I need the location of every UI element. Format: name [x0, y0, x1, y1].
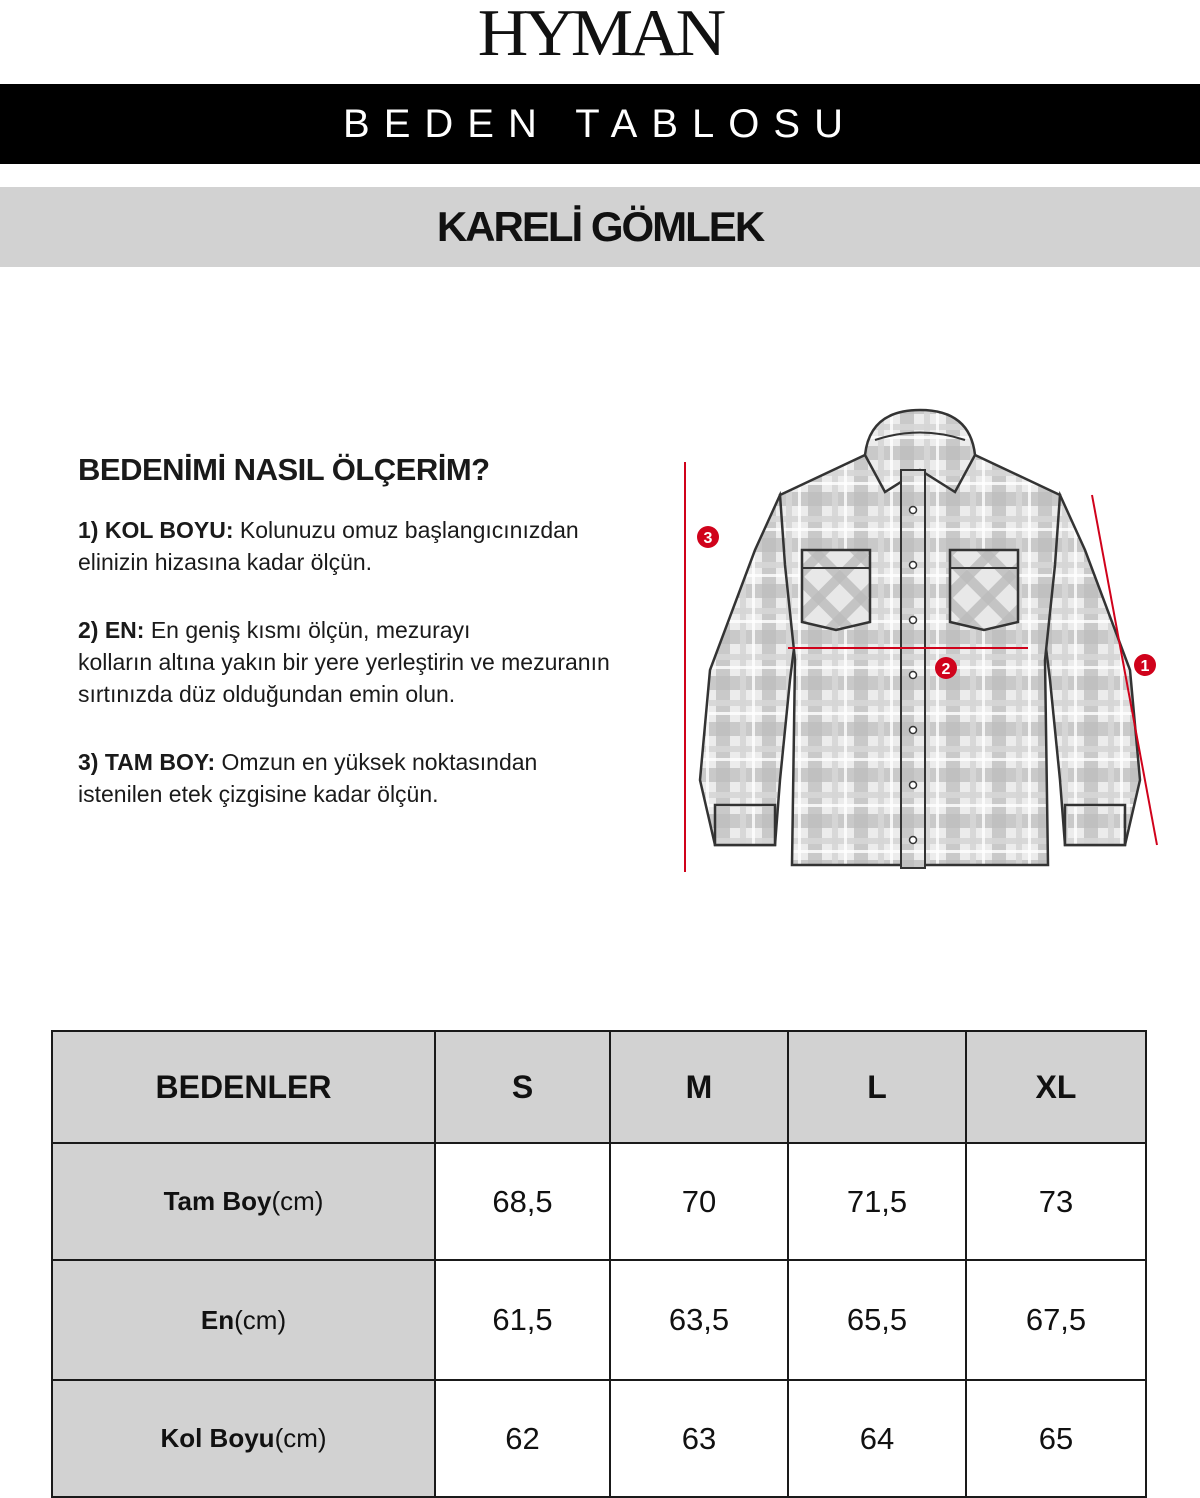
- shirt-illustration: [670, 400, 1170, 890]
- table-row: [52, 1380, 1146, 1497]
- instruction-width: [78, 614, 678, 710]
- product-band: [0, 187, 1200, 267]
- table-row: [52, 1143, 1146, 1260]
- size-table: [51, 1030, 1147, 1498]
- instruction-text: elinizin hizasına kadar ölçün.: [78, 549, 373, 575]
- instruction-text: sırtınızda düz olduğundan emin olun.: [78, 681, 456, 707]
- table-cell: 64: [788, 1380, 966, 1497]
- row-label: Tam Boy(cm): [52, 1143, 435, 1260]
- howto-title: BEDENİMİ NASIL ÖLÇERİM?: [78, 452, 490, 487]
- table-header-cell: M: [610, 1031, 788, 1143]
- instruction-text: istenilen etek çizgisine kadar ölçün.: [78, 781, 439, 807]
- table-cell: 63: [610, 1380, 788, 1497]
- marker-1-label: 1: [1140, 658, 1150, 675]
- marker-3: [697, 526, 719, 548]
- right-pocket: [950, 550, 1018, 630]
- instruction-text: Omzun en yüksek noktasından: [215, 749, 538, 775]
- table-cell: 73: [966, 1143, 1146, 1260]
- marker-1: [1134, 654, 1156, 676]
- instruction-label: 3) TAM BOY:: [78, 749, 216, 775]
- header-title: BEDEN TABLOSU: [343, 101, 857, 146]
- table-header-cell: L: [788, 1031, 966, 1143]
- table-header-cell: S: [435, 1031, 610, 1143]
- instruction-text: En geniş kısmı ölçün, mezurayı: [144, 617, 471, 643]
- shirt-diagram: [670, 400, 1170, 890]
- instruction-length: [78, 746, 658, 810]
- table-header-cell: XL: [966, 1031, 1146, 1143]
- table-cell: 65: [966, 1380, 1146, 1497]
- right-cuff: [1065, 805, 1125, 845]
- instruction-text: kolların altına yakın bir yere yerleştirin ve mezuranın: [78, 649, 610, 675]
- instruction-label: 1) KOL BOYU:: [78, 517, 234, 543]
- table-cell: 71,5: [788, 1143, 966, 1260]
- table-cell: 68,5: [435, 1143, 610, 1260]
- table-cell: 67,5: [966, 1260, 1146, 1380]
- left-cuff: [715, 805, 775, 845]
- instruction-sleeve: [78, 514, 658, 578]
- brand-logo: HYMAN: [477, 0, 723, 71]
- table-header-row: [52, 1031, 1146, 1143]
- table-row: [52, 1260, 1146, 1380]
- instruction-text: Kolunuzu omuz başlangıcınızdan: [233, 517, 579, 543]
- table-cell: 61,5: [435, 1260, 610, 1380]
- header-band: [0, 84, 1200, 164]
- table-cell: 63,5: [610, 1260, 788, 1380]
- placket: [901, 470, 925, 868]
- product-title: KARELİ GÖMLEK: [436, 203, 764, 250]
- marker-3-label: 3: [703, 530, 713, 547]
- table-cell: 65,5: [788, 1260, 966, 1380]
- marker-2: [935, 657, 957, 679]
- table-header-cell: BEDENLER: [52, 1031, 435, 1143]
- row-label: En(cm): [52, 1260, 435, 1380]
- table-cell: 62: [435, 1380, 610, 1497]
- marker-2-label: 2: [941, 661, 951, 678]
- left-pocket: [802, 550, 870, 630]
- instruction-label: 2) EN:: [78, 617, 145, 643]
- row-label: Kol Boyu(cm): [52, 1380, 435, 1497]
- table-cell: 70: [610, 1143, 788, 1260]
